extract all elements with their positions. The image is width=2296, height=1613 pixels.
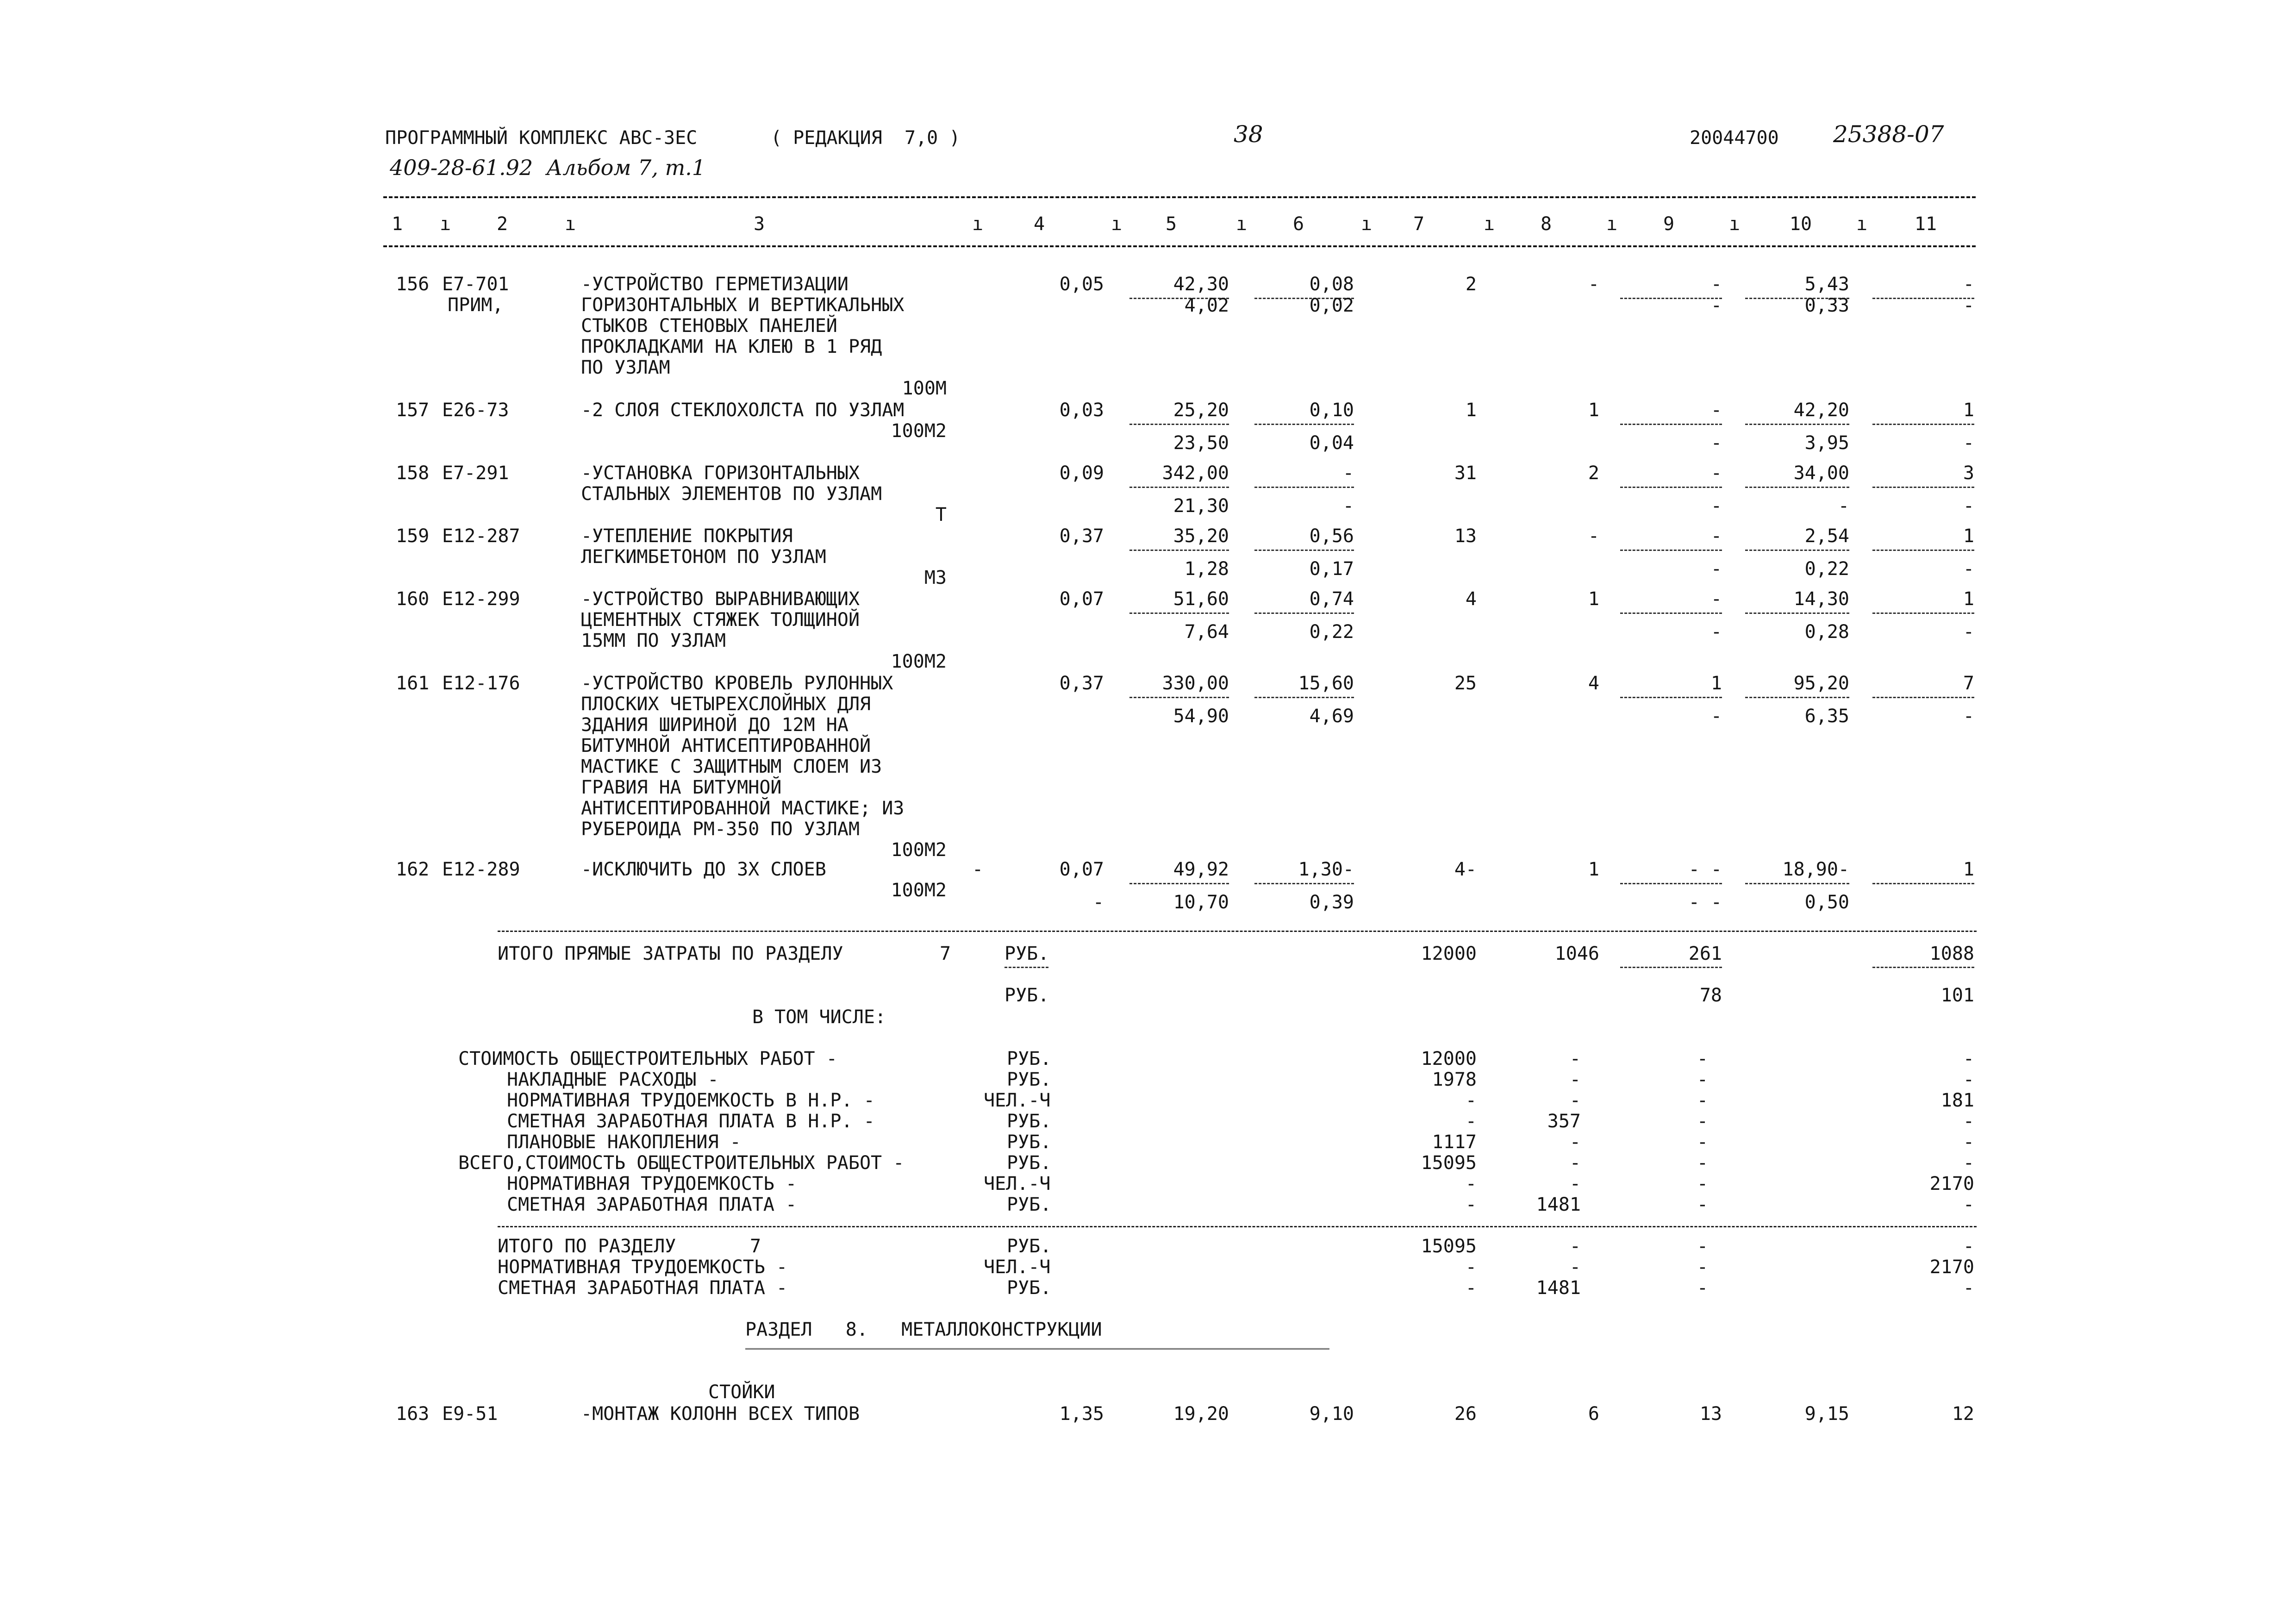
breakdown-c9: - bbox=[1697, 1132, 1708, 1153]
value-divider bbox=[1872, 550, 1974, 551]
row-description: МАСТИКЕ С ЗАЩИТНЫМ СЛОЕМ ИЗ bbox=[581, 756, 882, 777]
column-separator: ı bbox=[1606, 213, 1618, 235]
row-description: -УТЕПЛЕНИЕ ПОКРЫТИЯ bbox=[581, 525, 793, 547]
row-value-c11: 7 bbox=[1963, 673, 1974, 694]
breakdown-c7: 1978 bbox=[1432, 1069, 1477, 1090]
row-value-c7: 2 bbox=[1465, 274, 1477, 295]
row-subvalue-c11: - bbox=[1963, 432, 1974, 454]
row-value-c9: - - bbox=[1688, 859, 1722, 880]
next-section-title: РАЗДЕЛ 8. МЕТАЛЛОКОНСТРУКЦИИ bbox=[745, 1319, 1102, 1340]
section-total-label: СМЕТНАЯ ЗАРАБОТНАЯ ПЛАТА - bbox=[498, 1277, 788, 1299]
row-value-c11: 12 bbox=[1952, 1403, 1974, 1425]
breakdown-label: СМЕТНАЯ ЗАРАБОТНАЯ ПЛАТА - bbox=[507, 1194, 797, 1215]
row-code: Е12-289 bbox=[442, 859, 520, 880]
total-direct-unit-2: РУБ. bbox=[1004, 985, 1049, 1006]
row-value-c8: - bbox=[1588, 525, 1599, 547]
row-unit: Т bbox=[935, 504, 947, 525]
row-subvalue-c10: 0,28 bbox=[1804, 621, 1849, 643]
breakdown-unit: РУБ. bbox=[1007, 1048, 1052, 1069]
value-divider bbox=[1129, 613, 1229, 614]
breakdown-unit: РУБ. bbox=[1007, 1132, 1052, 1153]
row-number: 161 bbox=[396, 673, 430, 694]
section-total-unit: РУБ. bbox=[1007, 1236, 1052, 1257]
total-direct-c7: 12000 bbox=[1421, 943, 1477, 964]
breakdown-label: НОРМАТИВНАЯ ТРУДОЕМКОСТЬ - bbox=[507, 1173, 797, 1194]
section-total-c9: - bbox=[1697, 1257, 1708, 1278]
row-value-c4: 0,37 bbox=[1059, 525, 1104, 547]
page-number: 38 bbox=[1234, 121, 1263, 148]
column-separator: ı bbox=[1111, 213, 1123, 235]
row-value-c7: 26 bbox=[1454, 1403, 1477, 1425]
breakdown-label: НАКЛАДНЫЕ РАСХОДЫ - bbox=[507, 1069, 719, 1090]
row-value-c6: 0,08 bbox=[1309, 274, 1354, 295]
row-value-c5: 330,00 bbox=[1162, 673, 1229, 694]
column-separator: ı bbox=[1484, 213, 1495, 235]
total-direct-c8: 1046 bbox=[1554, 943, 1599, 964]
breakdown-c8: 1481 bbox=[1536, 1194, 1581, 1215]
row-value-c8: 2 bbox=[1588, 463, 1599, 484]
breakdown-c7: - bbox=[1465, 1090, 1477, 1111]
row-subvalue-c9: - bbox=[1710, 621, 1722, 643]
column-header-6: 6 bbox=[1292, 213, 1304, 235]
column-separator: ı bbox=[1361, 213, 1373, 235]
row-value-c6: 1,30- bbox=[1298, 859, 1354, 880]
row-description: -УСТРОЙСТВО ГЕРМЕТИЗАЦИИ bbox=[581, 274, 849, 295]
breakdown-unit: ЧЕЛ.-Ч bbox=[984, 1173, 1051, 1194]
row-subvalue-c9: - bbox=[1710, 558, 1722, 580]
row-value-c4: 0,03 bbox=[1059, 400, 1104, 421]
row-subvalue-c5: 1,28 bbox=[1184, 558, 1229, 580]
row-value-c6: 9,10 bbox=[1309, 1403, 1354, 1425]
column-separator: ı bbox=[1236, 213, 1248, 235]
row-value-c11: 1 bbox=[1963, 859, 1974, 880]
column-header-11: 11 bbox=[1914, 213, 1937, 235]
row-value-c5: 25,20 bbox=[1173, 400, 1229, 421]
section-total-c9: - bbox=[1697, 1277, 1708, 1299]
row-value-c5: 49,92 bbox=[1173, 859, 1229, 880]
breakdown-c8: - bbox=[1569, 1069, 1581, 1090]
row-value-c9: - bbox=[1710, 588, 1722, 610]
row-description: ГРАВИЯ НА БИТУМНОЙ bbox=[581, 777, 782, 798]
value-divider bbox=[1254, 550, 1354, 551]
column-header-9: 9 bbox=[1663, 213, 1675, 235]
row-subvalue-c9: - bbox=[1710, 432, 1722, 454]
row-subvalue-c6: 0,22 bbox=[1309, 621, 1354, 643]
row-subvalue-c5: 7,64 bbox=[1184, 621, 1229, 643]
row-value-c10: 18,90- bbox=[1782, 859, 1849, 880]
row-description: -ИСКЛЮЧИТЬ ДО 3Х СЛОЕВ bbox=[581, 859, 826, 880]
section-total-c11: - bbox=[1963, 1277, 1974, 1299]
row-value-c4: 0,05 bbox=[1059, 274, 1104, 295]
row-number: 157 bbox=[396, 400, 430, 421]
row-description: АНТИСЕПТИРОВАННОЙ МАСТИКЕ; ИЗ bbox=[581, 798, 905, 819]
row-value-c11: 1 bbox=[1963, 525, 1974, 547]
row-unit: 100М bbox=[902, 378, 947, 399]
row-value-c6: 0,56 bbox=[1309, 525, 1354, 547]
program-title: ПРОГРАММНЫЙ КОМПЛЕКС АВС-3ЕС bbox=[385, 127, 698, 149]
row-description: ПО УЗЛАМ bbox=[581, 357, 670, 378]
row-subvalue-c5: 4,02 bbox=[1184, 295, 1229, 316]
row-value-c4: 0,07 bbox=[1059, 859, 1104, 880]
album-reference: 409-28-61.92 Альбом 7, т.1 bbox=[390, 155, 706, 180]
row-value-c7: 1 bbox=[1465, 400, 1477, 421]
column-header-3: 3 bbox=[753, 213, 765, 235]
row-subvalue-c6: 0,02 bbox=[1309, 295, 1354, 316]
row-description: ПРОКЛАДКАМИ НА КЛЕЮ В 1 РЯД bbox=[581, 336, 882, 357]
row-number: 158 bbox=[396, 463, 430, 484]
row-subvalue-c11: - bbox=[1963, 558, 1974, 580]
breakdown-label: НОРМАТИВНАЯ ТРУДОЕМКОСТЬ В Н.Р. - bbox=[507, 1090, 875, 1111]
breakdown-label: СМЕТНАЯ ЗАРАБОТНАЯ ПЛАТА В Н.Р. - bbox=[507, 1111, 875, 1132]
row-unit: 100М2 bbox=[891, 420, 947, 442]
row-value-c11: 1 bbox=[1963, 400, 1974, 421]
column-header-4: 4 bbox=[1033, 213, 1045, 235]
breakdown-c9: - bbox=[1697, 1069, 1708, 1090]
section-total-c9: - bbox=[1697, 1236, 1708, 1257]
row-subvalue-c6: 0,39 bbox=[1309, 892, 1354, 913]
row-description: ЦЕМЕНТНЫХ СТЯЖЕК ТОЛЩИНОЙ bbox=[581, 609, 860, 631]
section-rule bbox=[498, 1226, 1977, 1227]
breakdown-c8: - bbox=[1569, 1152, 1581, 1174]
row-subvalue-c4: - bbox=[1092, 892, 1104, 913]
column-header-7: 7 bbox=[1413, 213, 1425, 235]
value-divider bbox=[1620, 487, 1722, 488]
row-value-c9: - bbox=[1710, 525, 1722, 547]
row-description: -УСТАНОВКА ГОРИЗОНТАЛЬНЫХ bbox=[581, 463, 860, 484]
row-value-c10: 14,30 bbox=[1793, 588, 1849, 610]
total-direct-c9-sub: 78 bbox=[1699, 985, 1722, 1006]
total-direct-c11-sub: 101 bbox=[1940, 985, 1974, 1006]
column-header-5: 5 bbox=[1165, 213, 1177, 235]
section-total-c8: - bbox=[1569, 1257, 1581, 1278]
row-value-c8: 6 bbox=[1588, 1403, 1599, 1425]
column-header-10: 10 bbox=[1789, 213, 1812, 235]
breakdown-unit: РУБ. bbox=[1007, 1152, 1052, 1174]
section-rule bbox=[498, 931, 1977, 932]
column-header-2: 2 bbox=[496, 213, 508, 235]
row-number: 160 bbox=[396, 588, 430, 610]
row-value-c9: 13 bbox=[1699, 1403, 1722, 1425]
column-separator: ı bbox=[972, 213, 984, 235]
column-separator: ı bbox=[565, 213, 576, 235]
breakdown-unit: РУБ. bbox=[1007, 1111, 1052, 1132]
row-number: 156 bbox=[396, 274, 430, 295]
value-divider bbox=[1004, 967, 1048, 968]
header-rule-bottom bbox=[383, 245, 1976, 247]
row-value-c7: 4 bbox=[1465, 588, 1477, 610]
section-total-c7: - bbox=[1465, 1277, 1477, 1299]
column-separator: ı bbox=[440, 213, 451, 235]
value-divider bbox=[1872, 967, 1974, 968]
row-code: Е12-287 bbox=[442, 525, 520, 547]
row-value-c10: 2,54 bbox=[1804, 525, 1849, 547]
value-divider bbox=[1129, 697, 1229, 698]
row-value-c11: - bbox=[1963, 274, 1974, 295]
row-number: 159 bbox=[396, 525, 430, 547]
breakdown-c8: - bbox=[1569, 1132, 1581, 1153]
section-total-c7: 15095 bbox=[1421, 1236, 1477, 1257]
subsection-title: СТОЙКИ bbox=[708, 1382, 775, 1403]
row-value-c6: 0,74 bbox=[1309, 588, 1354, 610]
column-separator: ı bbox=[1856, 213, 1868, 235]
value-divider bbox=[1872, 613, 1974, 614]
value-divider bbox=[1745, 613, 1849, 614]
breakdown-c11: - bbox=[1963, 1111, 1974, 1132]
row-value-c5: 342,00 bbox=[1162, 463, 1229, 484]
row-number: 162 bbox=[396, 859, 430, 880]
row-subvalue-c6: 0,17 bbox=[1309, 558, 1354, 580]
row-value-c6: 15,60 bbox=[1298, 673, 1354, 694]
breakdown-c7: - bbox=[1465, 1173, 1477, 1194]
row-value-c8: - bbox=[1588, 274, 1599, 295]
breakdown-c11: - bbox=[1963, 1048, 1974, 1069]
row-description: СТЫКОВ СТЕНОВЫХ ПАНЕЛЕЙ bbox=[581, 315, 837, 337]
breakdown-c11: - bbox=[1963, 1132, 1974, 1153]
section-total-unit: РУБ. bbox=[1007, 1277, 1052, 1299]
row-value-c4: 0,09 bbox=[1059, 463, 1104, 484]
value-divider bbox=[1254, 613, 1354, 614]
breakdown-label: СТОИМОСТЬ ОБЩЕСТРОИТЕЛЬНЫХ РАБОТ - bbox=[458, 1048, 837, 1069]
row-subvalue-c10: 0,22 bbox=[1804, 558, 1849, 580]
breakdown-c8: - bbox=[1569, 1048, 1581, 1069]
section-total-label: НОРМАТИВНАЯ ТРУДОЕМКОСТЬ - bbox=[498, 1257, 788, 1278]
value-divider bbox=[1254, 697, 1354, 698]
value-divider bbox=[1620, 550, 1722, 551]
total-direct-section: 7 bbox=[940, 943, 951, 964]
breakdown-label: ВСЕГО,СТОИМОСТЬ ОБЩЕСТРОИТЕЛЬНЫХ РАБОТ - bbox=[458, 1152, 905, 1174]
breakdown-unit: ЧЕЛ.-Ч bbox=[984, 1090, 1051, 1111]
section-total-unit: ЧЕЛ.-Ч bbox=[984, 1257, 1051, 1278]
row-value-c8: 1 bbox=[1588, 859, 1599, 880]
row-code-note: ПРИМ, bbox=[448, 294, 504, 316]
row-value-c7: 13 bbox=[1454, 525, 1477, 547]
row-subvalue-c10: 0,50 bbox=[1804, 892, 1849, 913]
row-number: 163 bbox=[396, 1403, 430, 1425]
breakdown-unit: РУБ. bbox=[1007, 1194, 1052, 1215]
row-description: -УСТРОЙСТВО ВЫРАВНИВАЮЩИХ bbox=[581, 588, 860, 610]
row-code: Е12-176 bbox=[442, 673, 520, 694]
row-subvalue-c9: - - bbox=[1688, 892, 1722, 913]
row-subvalue-c10: - bbox=[1838, 495, 1849, 517]
breakdown-c11: - bbox=[1963, 1069, 1974, 1090]
value-divider bbox=[1620, 697, 1722, 698]
breakdown-c9: - bbox=[1697, 1173, 1708, 1194]
value-divider bbox=[1745, 697, 1849, 698]
breakdown-c8: - bbox=[1569, 1090, 1581, 1111]
column-header-8: 8 bbox=[1540, 213, 1552, 235]
row-value-c9: - bbox=[1710, 400, 1722, 421]
row-subvalue-c6: - bbox=[1342, 495, 1354, 517]
row-subvalue-c10: 3,95 bbox=[1804, 432, 1849, 454]
row-value-c9: 1 bbox=[1710, 673, 1722, 694]
row-description: ЗДАНИЯ ШИРИНОЙ ДО 12М НА bbox=[581, 714, 849, 736]
value-divider bbox=[1620, 424, 1722, 425]
total-direct-c11: 1088 bbox=[1929, 943, 1974, 964]
row-value-c6: 0,10 bbox=[1309, 400, 1354, 421]
row-code: Е26-73 bbox=[442, 400, 509, 421]
breakdown-c9: - bbox=[1697, 1194, 1708, 1215]
row-subvalue-c11: - bbox=[1963, 706, 1974, 727]
row-subvalue-c9: - bbox=[1710, 295, 1722, 316]
section-title-underline bbox=[745, 1348, 1329, 1350]
section-total-c11: - bbox=[1963, 1236, 1974, 1257]
breakdown-c11: - bbox=[1963, 1194, 1974, 1215]
row-value-c10: 95,20 bbox=[1793, 673, 1849, 694]
row-code: Е9-51 bbox=[442, 1403, 498, 1425]
value-divider bbox=[1745, 550, 1849, 551]
value-divider bbox=[1620, 613, 1722, 614]
row-sign: - bbox=[972, 859, 984, 880]
breakdown-c7: 12000 bbox=[1421, 1048, 1477, 1069]
value-divider bbox=[1254, 487, 1354, 488]
row-subvalue-c11: - bbox=[1963, 295, 1974, 316]
row-code: Е12-299 bbox=[442, 588, 520, 610]
header-rule-top bbox=[383, 196, 1976, 198]
row-value-c10: 5,43 bbox=[1804, 274, 1849, 295]
row-value-c5: 51,60 bbox=[1173, 588, 1229, 610]
row-value-c4: 0,37 bbox=[1059, 673, 1104, 694]
row-subvalue-c11: - bbox=[1963, 495, 1974, 517]
row-description: БИТУМНОЙ АНТИСЕПТИРОВАННОЙ bbox=[581, 735, 871, 756]
value-divider bbox=[1620, 967, 1722, 968]
row-subvalue-c6: 0,04 bbox=[1309, 432, 1354, 454]
row-value-c10: 34,00 bbox=[1793, 463, 1849, 484]
value-divider bbox=[1254, 883, 1354, 884]
row-subvalue-c11: - bbox=[1963, 621, 1974, 643]
row-subvalue-c10: 6,35 bbox=[1804, 706, 1849, 727]
row-value-c5: 19,20 bbox=[1173, 1403, 1229, 1425]
breakdown-c9: - bbox=[1697, 1090, 1708, 1111]
value-divider bbox=[1745, 883, 1849, 884]
section-total-number: 7 bbox=[750, 1236, 761, 1257]
breakdown-c9: - bbox=[1697, 1152, 1708, 1174]
row-description: -УСТРОЙСТВО КРОВЕЛЬ РУЛОННЫХ bbox=[581, 673, 893, 694]
document-number: 25388-07 bbox=[1833, 121, 1944, 148]
row-value-c6: - bbox=[1342, 463, 1354, 484]
row-value-c7: 25 bbox=[1454, 673, 1477, 694]
section-total-c8: 1481 bbox=[1536, 1277, 1581, 1299]
breakdown-unit: РУБ. bbox=[1007, 1069, 1052, 1090]
section-total-c7: - bbox=[1465, 1257, 1477, 1278]
row-description: -МОНТАЖ КОЛОНН ВСЕХ ТИПОВ bbox=[581, 1403, 860, 1425]
row-value-c8: 1 bbox=[1588, 400, 1599, 421]
row-value-c8: 1 bbox=[1588, 588, 1599, 610]
value-divider bbox=[1254, 424, 1354, 425]
breakdown-c7: - bbox=[1465, 1111, 1477, 1132]
column-header-1: 1 bbox=[391, 213, 403, 235]
breakdown-c9: - bbox=[1697, 1111, 1708, 1132]
breakdown-c7: 1117 bbox=[1432, 1132, 1477, 1153]
row-subvalue-c5: 23,50 bbox=[1173, 432, 1229, 454]
row-description: ГОРИЗОНТАЛЬНЫХ И ВЕРТИКАЛЬНЫХ bbox=[581, 294, 905, 316]
section-total-label: ИТОГО ПО РАЗДЕЛУ bbox=[498, 1236, 676, 1257]
breakdown-c11: 181 bbox=[1940, 1090, 1974, 1111]
value-divider bbox=[1745, 424, 1849, 425]
breakdown-c9: - bbox=[1697, 1048, 1708, 1069]
breakdown-c11: 2170 bbox=[1929, 1173, 1974, 1194]
row-value-c5: 35,20 bbox=[1173, 525, 1229, 547]
total-direct-label: ИТОГО ПРЯМЫЕ ЗАТРАТЫ ПО РАЗДЕЛУ bbox=[498, 943, 843, 964]
value-divider bbox=[1620, 883, 1722, 884]
breakdown-label: ПЛАНОВЫЕ НАКОПЛЕНИЯ - bbox=[507, 1132, 741, 1153]
total-direct-unit: РУБ. bbox=[1004, 943, 1049, 964]
row-unit: М3 bbox=[924, 567, 947, 588]
value-divider bbox=[1872, 487, 1974, 488]
breakdown-c8: - bbox=[1569, 1173, 1581, 1194]
row-unit: 100М2 bbox=[891, 839, 947, 861]
breakdown-c7: - bbox=[1465, 1194, 1477, 1215]
row-code: Е7-291 bbox=[442, 463, 509, 484]
row-value-c4: 1,35 bbox=[1059, 1403, 1104, 1425]
breakdown-c11: - bbox=[1963, 1152, 1974, 1174]
value-divider bbox=[1129, 550, 1229, 551]
row-subvalue-c5: 54,90 bbox=[1173, 706, 1229, 727]
edition-label: ( РЕДАКЦИЯ 7,0 ) bbox=[771, 127, 961, 149]
total-direct-c9: 261 bbox=[1688, 943, 1722, 964]
row-subvalue-c5: 10,70 bbox=[1173, 892, 1229, 913]
breakdown-c7: 15095 bbox=[1421, 1152, 1477, 1174]
row-value-c11: 3 bbox=[1963, 463, 1974, 484]
row-value-c10: 42,20 bbox=[1793, 400, 1849, 421]
section-total-c11: 2170 bbox=[1929, 1257, 1974, 1278]
value-divider bbox=[1745, 487, 1849, 488]
value-divider bbox=[1872, 697, 1974, 698]
value-divider bbox=[1129, 487, 1229, 488]
row-value-c8: 4 bbox=[1588, 673, 1599, 694]
row-subvalue-c5: 21,30 bbox=[1173, 495, 1229, 517]
row-value-c5: 42,30 bbox=[1173, 274, 1229, 295]
row-subvalue-c6: 4,69 bbox=[1309, 706, 1354, 727]
row-description: СТАЛЬНЫХ ЭЛЕМЕНТОВ ПО УЗЛАМ bbox=[581, 483, 882, 505]
row-value-c4: 0,07 bbox=[1059, 588, 1104, 610]
row-value-c10: 9,15 bbox=[1804, 1403, 1849, 1425]
column-separator: ı bbox=[1729, 213, 1741, 235]
row-subvalue-c10: 0,33 bbox=[1804, 295, 1849, 316]
row-code: Е7-701 bbox=[442, 274, 509, 295]
value-divider bbox=[1129, 883, 1229, 884]
including-label: В ТОМ ЧИСЛЕ: bbox=[752, 1007, 886, 1028]
row-description: -2 СЛОЯ СТЕКЛОХОЛСТА ПО УЗЛАМ bbox=[581, 400, 905, 421]
value-divider bbox=[1872, 424, 1974, 425]
row-value-c7: 4- bbox=[1454, 859, 1477, 880]
row-description: ЛЕГКИМБЕТОНОМ ПО УЗЛАМ bbox=[581, 546, 826, 568]
row-unit: 100М2 bbox=[891, 880, 947, 901]
row-unit: 100М2 bbox=[891, 651, 947, 672]
row-value-c7: 31 bbox=[1454, 463, 1477, 484]
section-total-c8: - bbox=[1569, 1236, 1581, 1257]
row-value-c11: 1 bbox=[1963, 588, 1974, 610]
document-code: 20044700 bbox=[1690, 127, 1779, 149]
row-description: 15ММ ПО УЗЛАМ bbox=[581, 630, 726, 651]
row-description: ПЛОСКИХ ЧЕТЫРЕХСЛОЙНЫХ ДЛЯ bbox=[581, 694, 871, 715]
value-divider bbox=[1872, 883, 1974, 884]
breakdown-c8: 357 bbox=[1547, 1111, 1581, 1132]
row-value-c9: - bbox=[1710, 274, 1722, 295]
value-divider bbox=[1129, 424, 1229, 425]
row-description: РУБЕРОИДА РМ-350 ПО УЗЛАМ bbox=[581, 819, 860, 840]
row-subvalue-c9: - bbox=[1710, 706, 1722, 727]
row-subvalue-c9: - bbox=[1710, 495, 1722, 517]
row-value-c9: - bbox=[1710, 463, 1722, 484]
